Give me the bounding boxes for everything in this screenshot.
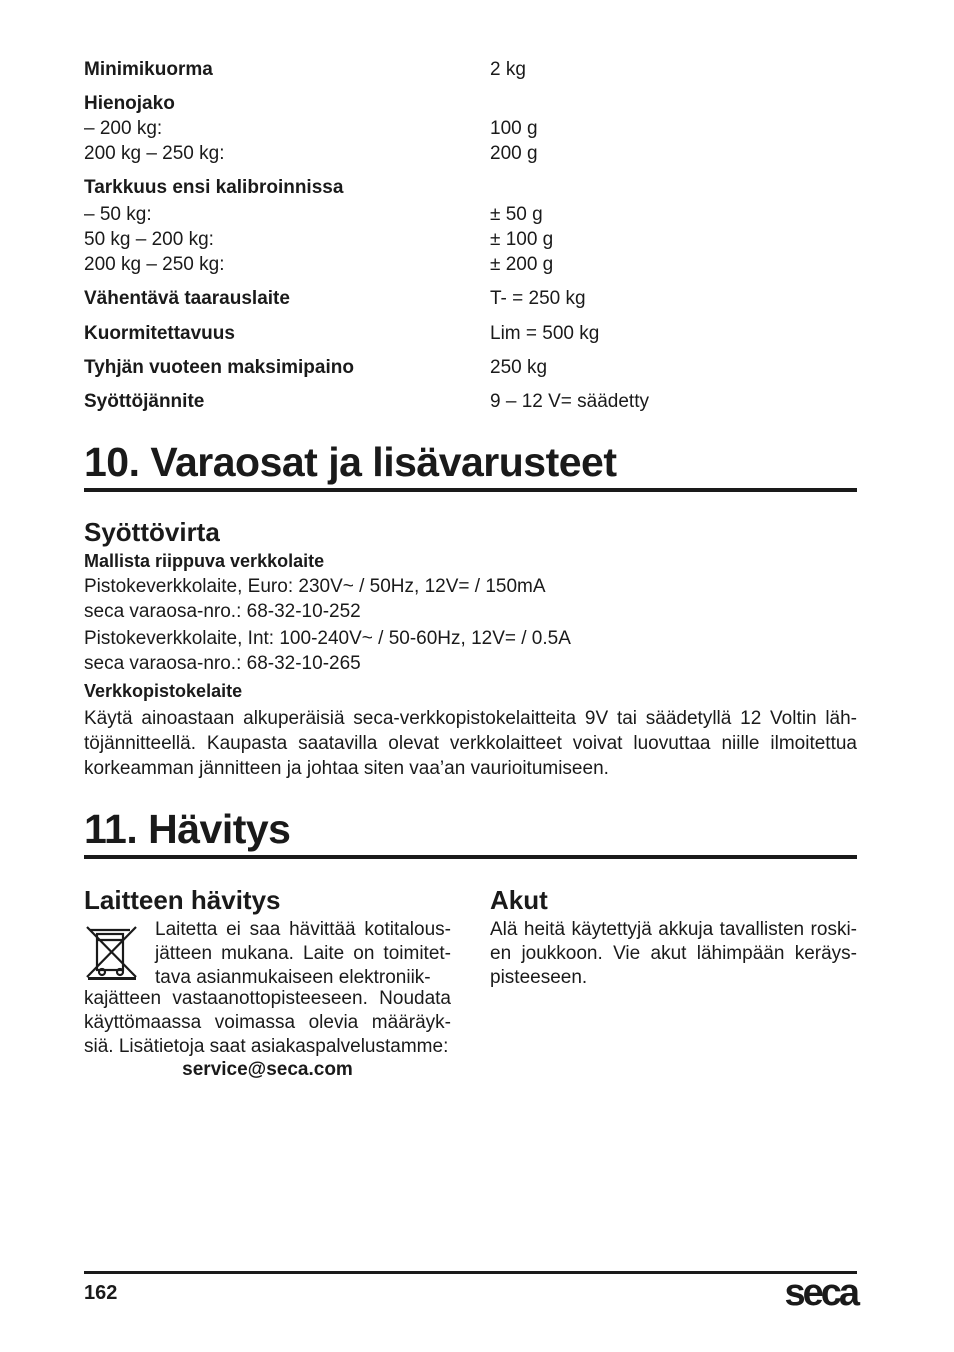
section-11-title: 11. Hävitys: [84, 806, 291, 852]
section-11-rule: [84, 855, 857, 859]
section-10-title: 10. Varaosat ja lisävarusteet: [84, 439, 617, 485]
spec-label: 200 kg – 250 kg:: [84, 143, 225, 164]
model-adapter-label: Mallista riippuva verkkolaite: [84, 551, 325, 571]
spec-label: Vähentävä taarauslaite: [84, 288, 290, 309]
disposal-paragraph-cont: kajätteen vastaanottopisteeseen. Noudata käyttömaassa voimassa olevia määräyk-siä. Lisätietoja saat asiakaspalvelustamme:: [84, 988, 451, 1057]
spec-label: – 200 kg:: [84, 118, 163, 139]
spec-value: 200 g: [490, 143, 538, 164]
spec-label: Tarkkuus ensi kalibroinnissa: [84, 177, 344, 198]
seca-logo: seca: [784, 1272, 857, 1314]
footer-rule: [84, 1271, 857, 1274]
spec-label: 200 kg – 250 kg:: [84, 254, 225, 275]
adapter-int-line: Pistokeverkkolaite, Int: 100-240V~ / 50-60Hz, 12V= / 0.5A: [84, 628, 571, 649]
spec-label: Minimikuorma: [84, 59, 213, 80]
batteries-paragraph: Alä heitä käytettyjä akkuja tavallisten roski-en joukkoon. Vie akut lähimpään keräys-pisteeseen.: [490, 919, 857, 988]
adapter-int-part-no: seca varaosa-nro.: 68-32-10-265: [84, 653, 361, 674]
adapter-euro-part-no: seca varaosa-nro.: 68-32-10-252: [84, 601, 361, 622]
spec-value: 250 kg: [490, 357, 548, 378]
plug-adapter-label: Verkkopistokelaite: [84, 681, 243, 701]
spec-label: Syöttöjännite: [84, 391, 205, 412]
section-10-rule: [84, 488, 857, 492]
spec-value: ± 50 g: [490, 204, 543, 225]
spec-value: T- = 250 kg: [490, 288, 586, 309]
batteries-heading: Akut: [490, 885, 548, 915]
disposal-paragraph-wrap: Laitetta ei saa hävittää kotitalous-jätteen mukana. Laite on toimitet-tava asianmukaiseen elektroniik-: [155, 919, 451, 988]
disposal-heading: Laitteen hävitys: [84, 885, 281, 915]
page-number: 162: [84, 1282, 118, 1304]
spec-label: Hienojako: [84, 93, 175, 114]
spec-value: ± 100 g: [490, 229, 554, 250]
spec-value: Lim = 500 kg: [490, 323, 600, 344]
spec-label: Kuormitettavuus: [84, 323, 235, 344]
weee-crossed-bin-icon: [84, 924, 142, 980]
spec-label: – 50 kg:: [84, 204, 152, 225]
spec-label: Tyhjän vuoteen maksimipaino: [84, 357, 354, 378]
service-email: service@seca.com: [182, 1059, 353, 1080]
spec-label: 50 kg – 200 kg:: [84, 229, 214, 250]
spec-value: 100 g: [490, 118, 538, 139]
power-supply-heading: Syöttövirta: [84, 517, 220, 547]
spec-value: 2 kg: [490, 59, 526, 80]
spec-value: 9 – 12 V= säädetty: [490, 391, 649, 412]
spec-value: ± 200 g: [490, 254, 554, 275]
plug-adapter-paragraph: Käytä ainoastaan alkuperäisiä seca-verkkopistokelaitteita 9V tai säädetyllä 12 Voltin läh-töjännitteellä. Kaupasta saatavilla olevat verkkolaitteet voivat luovuttaa niille ilmoitettua korkeamman jännitteen ja johtaa siten vaa’an vaurioitumiseen.: [84, 708, 857, 779]
adapter-euro-line: Pistokeverkkolaite, Euro: 230V~ / 50Hz, 12V= / 150mA: [84, 576, 546, 597]
